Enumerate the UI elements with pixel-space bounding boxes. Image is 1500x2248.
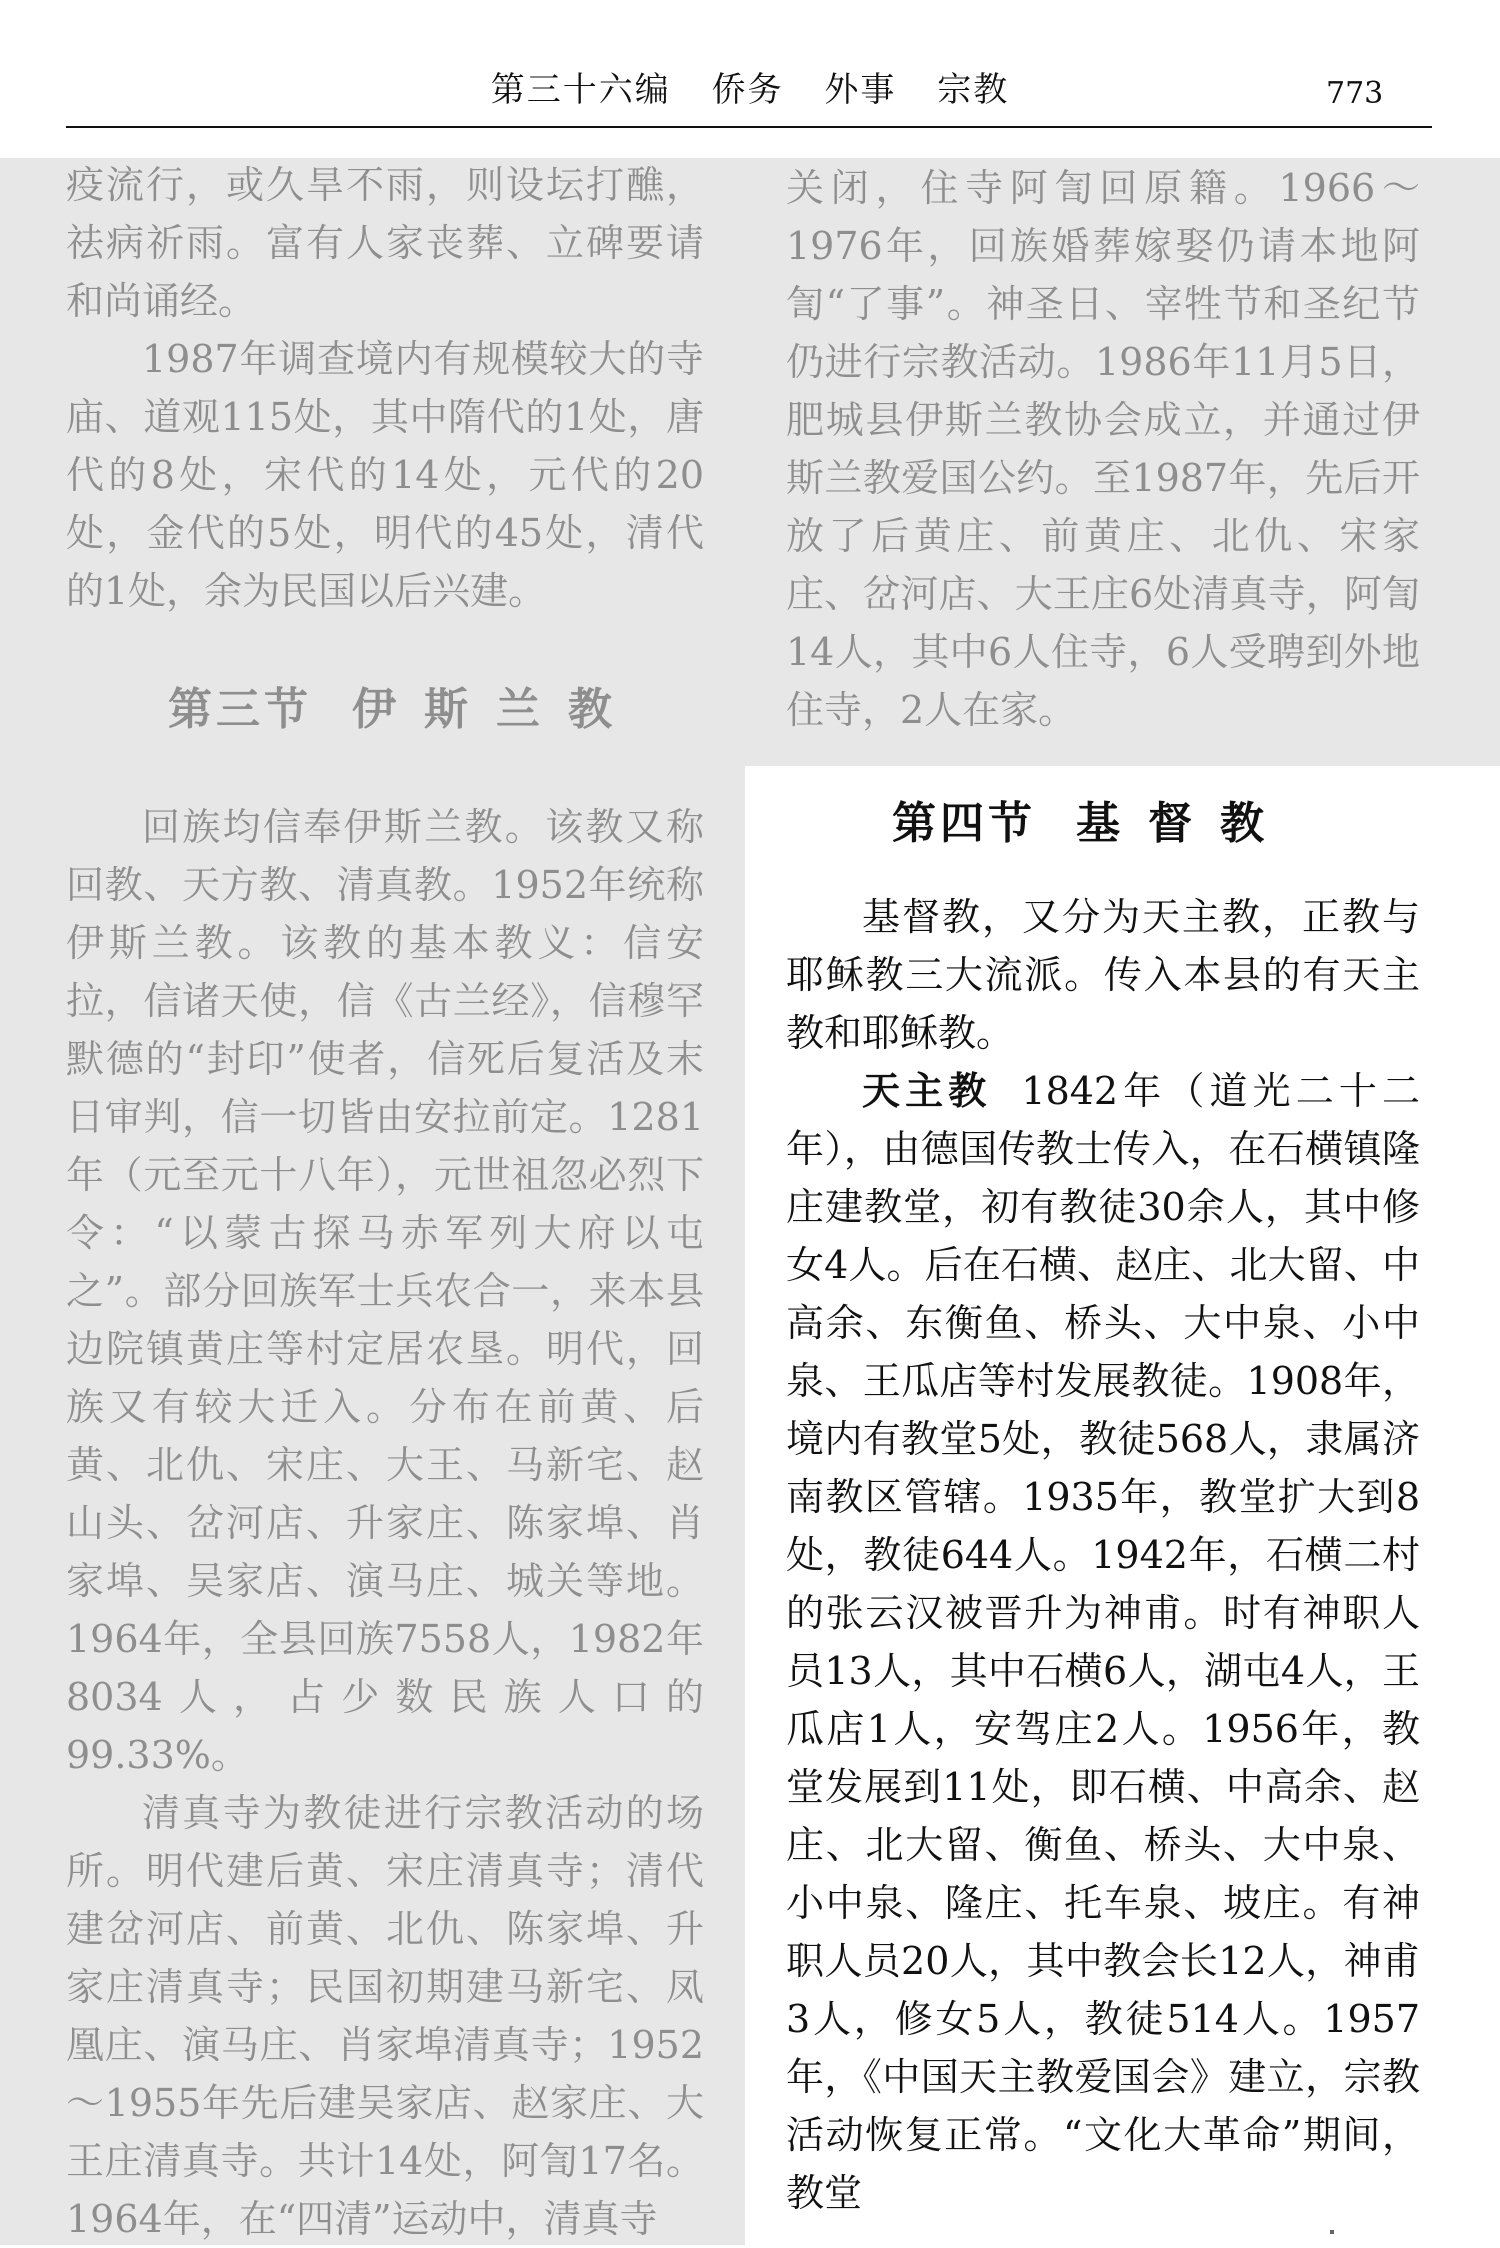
section-label: 第四节 [892, 798, 1036, 849]
running-head [0, 70, 1500, 110]
paragraph: 基督教，又分为天主教，正教与耶稣教三大流派。传入本县的有天主教和耶稣教。 [786, 895, 1420, 1055]
paragraph: 1987年调查境内有规模较大的寺庙、道观115处，其中隋代的1处，唐代的8处，宋代的14处，元代的20处，金代的5处，明代的45处，清代的1处，余为民国以后兴建。 [66, 337, 704, 613]
page-number: 773 [1326, 76, 1384, 111]
running-head-part: 宗教 [937, 70, 1010, 110]
right-column-upper [786, 159, 1420, 739]
section-4-heading [892, 796, 1292, 852]
paragraph: 疫流行，或久旱不雨，则设坛打醮，祛病祈雨。富有人家丧葬、立碑要请和尚诵经。 [66, 163, 704, 323]
running-head-part: 外事 [824, 70, 897, 110]
term-heading: 天主教 [862, 1068, 992, 1113]
header-rule [66, 126, 1432, 128]
paragraph-body: 1842年（道光二十二年），由德国传教士传入，在石横镇隆庄建教堂，初有教徒30余人，其中修女4人。后在石横、赵庄、北大留、中高余、东衡鱼、桥头、大中泉、小中泉、王瓜店等村发展教徒。1908年，境内有教堂5处，教徒568人，隶属济南教区管辖。1935年，教堂扩大到8处，教徒644人。1942年，石横二村的张云汉被晋升为神甫。时有神职人员13人，其中石横6人，湖屯4人，王瓜店1人，安驾庄2人。1956年，教堂发展到11处，即石横、中高余、赵庄、北大留、衡鱼、桥头、大中泉、小中泉、隆庄、托车泉、坡庄。有神职人员20人，其中教会长12人，神甫3人，修女5人，教徒514人。1957年，《中国天主教爱国会》建立，宗教活动恢复正常。“文化大革命”期间，教堂 [786, 1069, 1420, 2215]
right-column-lower [786, 888, 1420, 2222]
running-head-part: 侨务 [711, 70, 784, 110]
left-column-upper [66, 156, 704, 620]
paragraph: 回族均信奉伊斯兰教。该教又称回教、天方教、清真教。1952年统称伊斯兰教。该教的基本教义：信安拉，信诸天使，信《古兰经》，信穆罕默德的“封印”使者，信死后复活及末日审判，信一切皆由安拉前定。1281年（元至元十八年），元世祖忽必烈下令：“以蒙古探马赤军列大府以屯之”。部分回族军士兵农合一，来本县边院镇黄庄等村定居农垦。明代，回族又有较大迁入。分布在前黄、后黄、北仇、宋庄、大王、马新宅、赵山头、岔河店、升家庄、陈家埠、肖家埠、吴家店、演马庄、城关等地。1964年，全县回族7558人，1982年8034人，占少数民族人口的99.33%。 [66, 805, 704, 1777]
section-label: 第三节 [168, 684, 312, 735]
scan-speck [1330, 2230, 1334, 2234]
section-3-heading [168, 682, 640, 738]
running-head-part: 第三十六编 [490, 70, 671, 110]
paragraph [786, 1062, 1420, 2222]
page-header [0, 0, 1500, 158]
paragraph: 清真寺为教徒进行宗教活动的场所。明代建后黄、宋庄清真寺；清代建岔河店、前黄、北仇、陈家埠、升家庄清真寺；民国初期建马新宅、凤凰庄、演马庄、肖家埠清真寺；1952～1955年先后建吴家店、赵家庄、大王庄清真寺。共计14处，阿訇17名。1964年，在“四清”运动中，清真寺 [66, 1791, 704, 2241]
section-title: 伊斯兰教 [352, 684, 640, 735]
paragraph: 关闭，住寺阿訇回原籍。1966～1976年，回族婚葬嫁娶仍请本地阿訇“了事”。神圣日、宰牲节和圣纪节仍进行宗教活动。1986年11月5日，肥城县伊斯兰教协会成立，并通过伊斯兰教爱国公约。至1987年，先后开放了后黄庄、前黄庄、北仇、宋家庄、岔河店、大王庄6处清真寺，阿訇14人，其中6人住寺，6人受聘到外地住寺，2人在家。 [786, 166, 1420, 732]
section-title: 基督教 [1076, 798, 1292, 849]
left-column-lower [66, 798, 704, 2248]
